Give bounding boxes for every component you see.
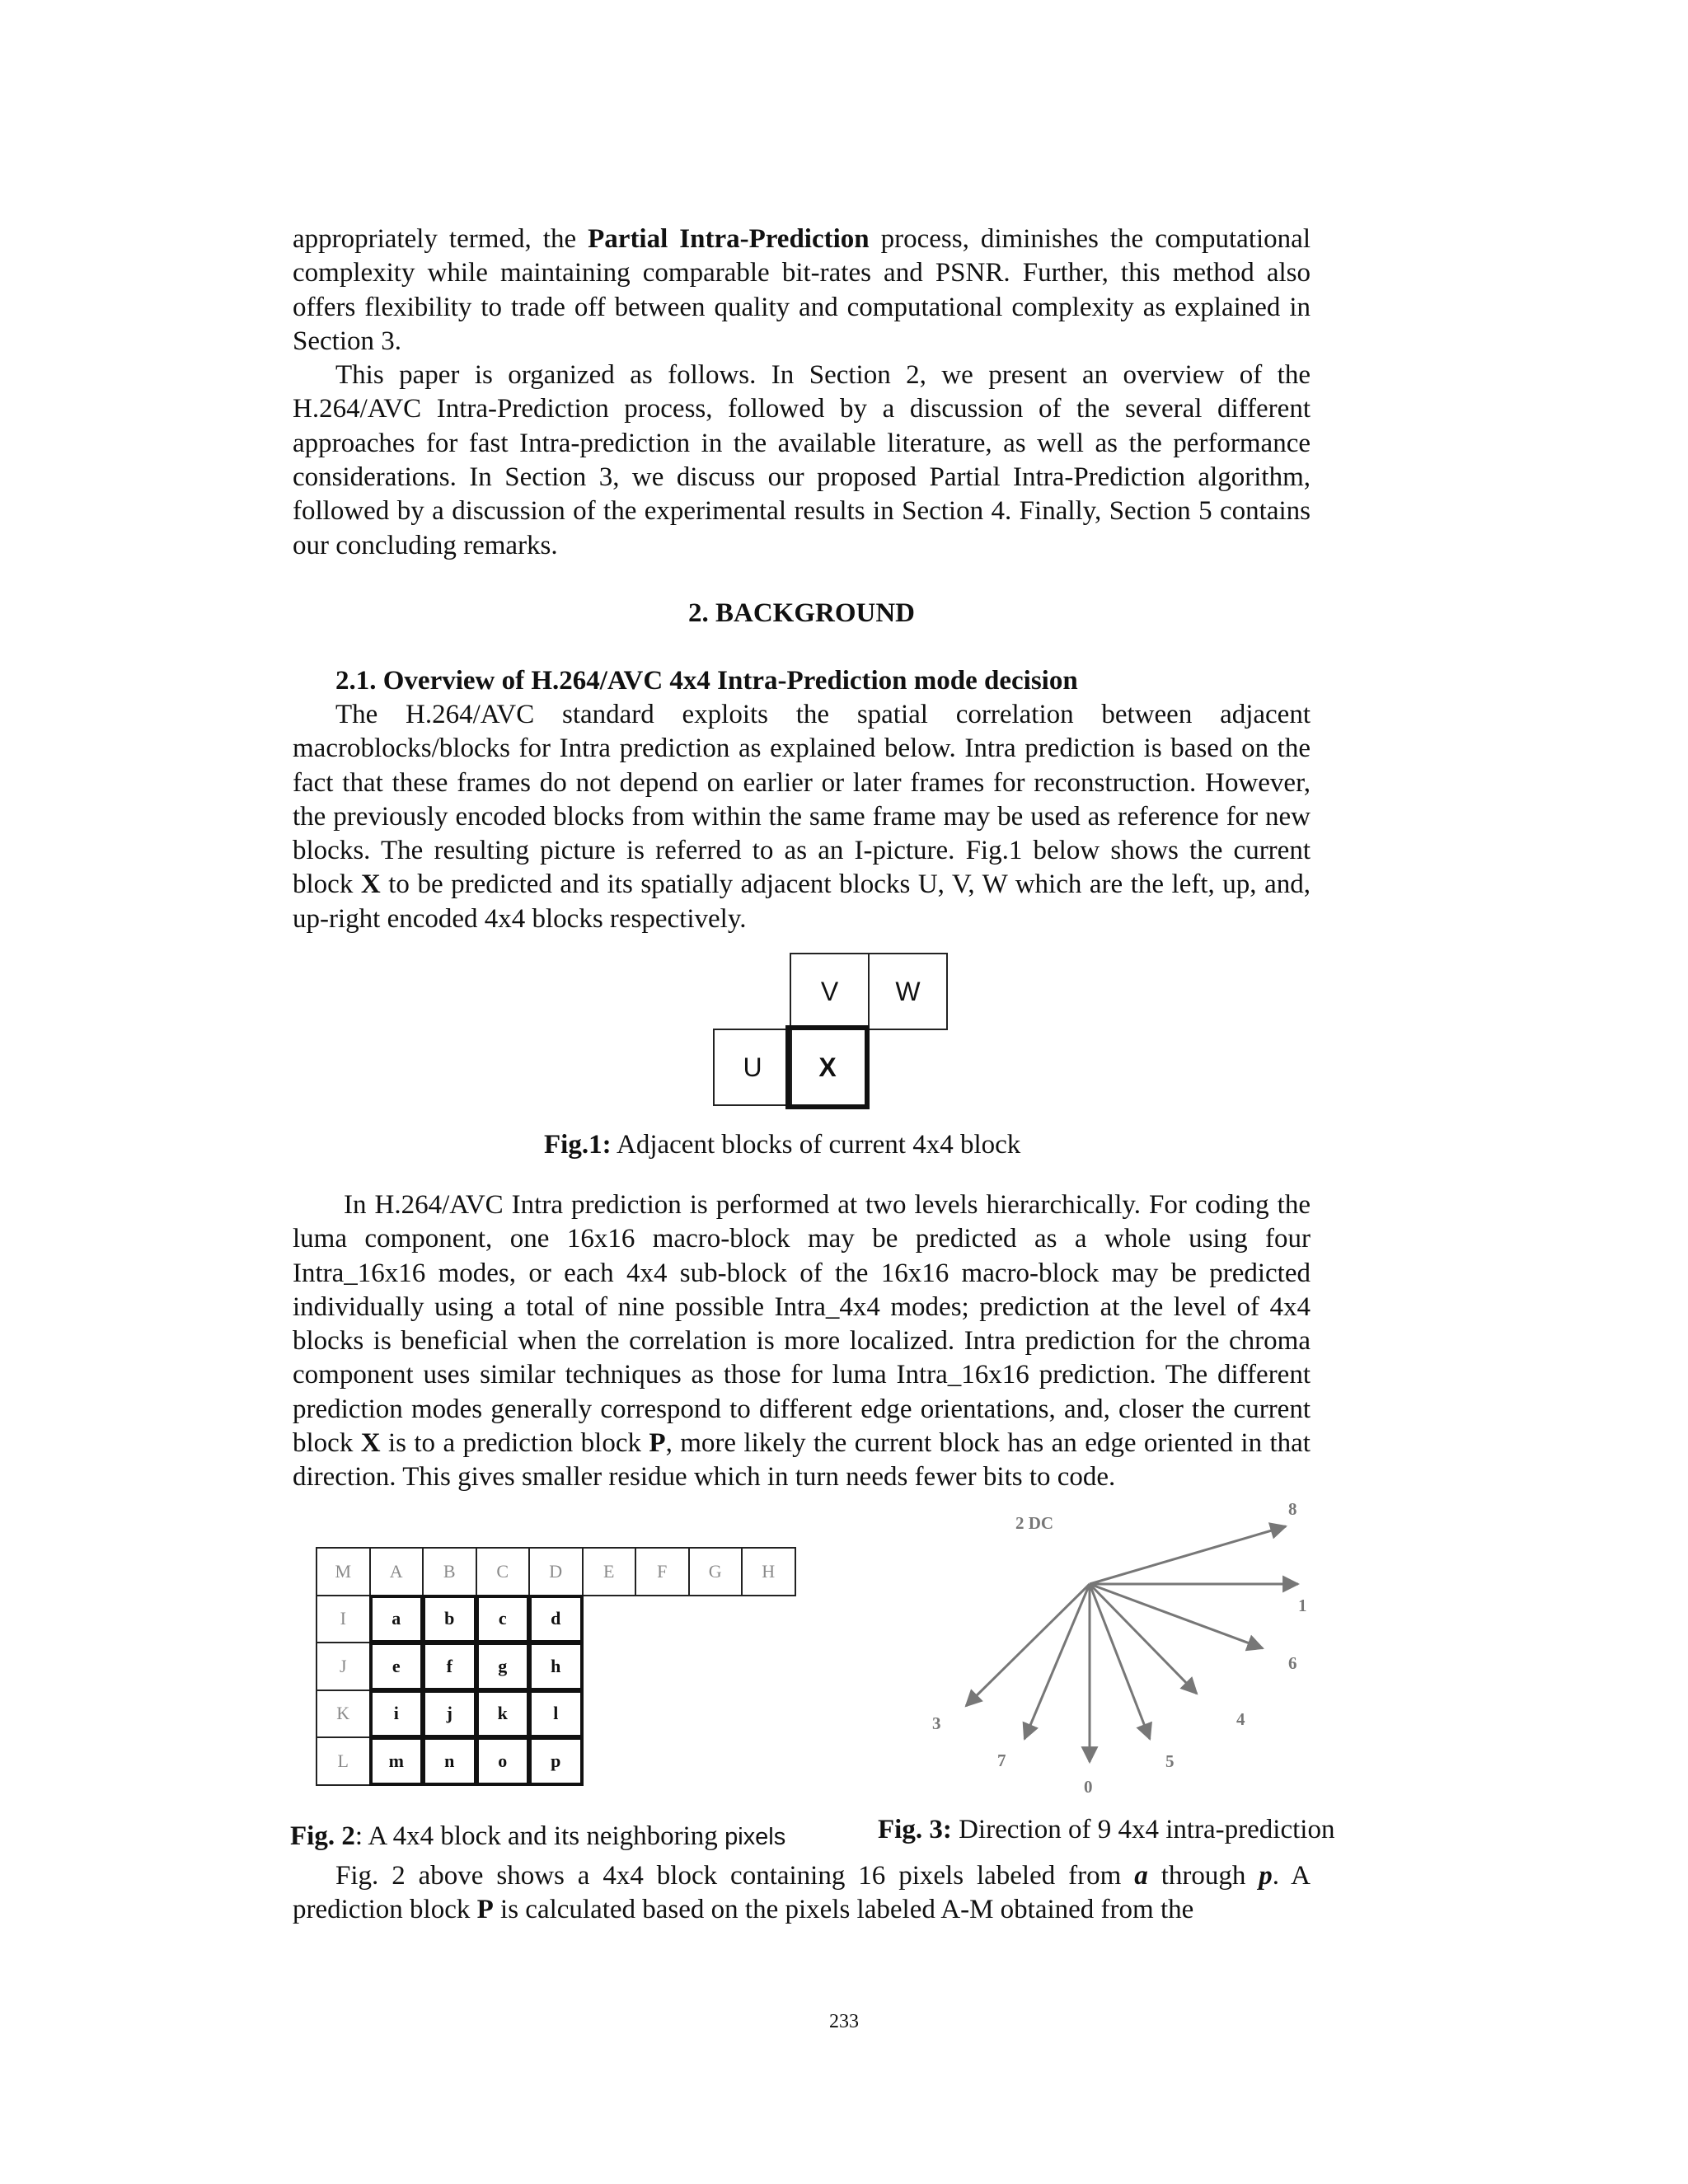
paragraph-prediction-levels: In H.264/AVC Intra prediction is performed at two levels hierarchically. For coding the luma component, one 16x16 macro-block may be predicted as a whole using four Intra_16x16 modes, or each 4x4 sub-block of the 16x16 macro-block may be predicted individually using a total of nine possible Intra_4x4 modes; prediction at the level of 4x4 blocks is beneficial when the correlation is more localized. Intra prediction for the chroma component uses similar techniques as those for luma Intra_16x16 prediction. The different prediction modes generally correspond to different edge orientations, and, closer the current block X is to a prediction block P, more likely the current block has an edge oriented in that direction. This gives smaller residue which in turn needs fewer bits to code. bbox=[293, 1190, 1311, 1493]
block-pixel-j: j bbox=[422, 1690, 477, 1739]
block-pixel-i: i bbox=[369, 1690, 424, 1739]
neighbor-pixel-i: I bbox=[316, 1595, 371, 1644]
intro-text-block bbox=[293, 223, 1311, 563]
figure-3-caption: Fig. 3: Direction of 9 4x4 intra-prediction bbox=[878, 1815, 1335, 1844]
neighbor-pixel-e: E bbox=[582, 1547, 637, 1596]
mode-5-arrow bbox=[1090, 1584, 1150, 1739]
block-pixel-d: d bbox=[528, 1595, 584, 1644]
paragraph-intro-continued: appropriately termed, the Partial Intra-Prediction process, diminishes the computational complexity while maintaining comparable bit-rates and PSNR. Further, this method also offers flexibility to trade off between quality and computational complexity as explained in Section 3. bbox=[293, 224, 1311, 356]
neighbor-pixel-g: G bbox=[688, 1547, 743, 1596]
prediction-levels-block bbox=[293, 1188, 1311, 1495]
mode-7-arrow bbox=[1025, 1584, 1090, 1739]
neighbor-pixel-k: K bbox=[316, 1690, 371, 1739]
mode-4-arrow bbox=[1090, 1584, 1197, 1694]
fig2-explanation-block bbox=[293, 1859, 1311, 1928]
neighbor-pixel-h: H bbox=[741, 1547, 796, 1596]
neighbor-pixel-b: B bbox=[422, 1547, 477, 1596]
block-pixel-l: l bbox=[528, 1690, 584, 1739]
neighbor-pixel-a: A bbox=[369, 1547, 424, 1596]
mode-8-label: 8 bbox=[1288, 1500, 1297, 1519]
block-pixel-e: e bbox=[369, 1642, 424, 1691]
mode-6-arrow bbox=[1090, 1584, 1263, 1648]
mode-4-label: 4 bbox=[1236, 1709, 1245, 1729]
mode-2-dc-label: 2 DC bbox=[1015, 1513, 1054, 1533]
subsection-heading: 2.1. Overview of H.264/AVC 4x4 Intra-Prediction mode decision bbox=[335, 666, 1078, 696]
section-heading: 2. BACKGROUND bbox=[687, 598, 915, 628]
block-v: V bbox=[790, 953, 870, 1030]
neighbor-pixel-f: F bbox=[635, 1547, 690, 1596]
block-pixel-o: o bbox=[476, 1736, 531, 1786]
block-x-current: X bbox=[785, 1025, 870, 1109]
block-w: W bbox=[868, 953, 948, 1030]
neighbor-pixel-c: C bbox=[476, 1547, 531, 1596]
mode-6-label: 6 bbox=[1288, 1653, 1297, 1673]
block-pixel-h: h bbox=[528, 1642, 584, 1691]
block-u: U bbox=[713, 1029, 792, 1106]
neighbor-pixel-l: L bbox=[316, 1736, 371, 1786]
block-pixel-c: c bbox=[476, 1595, 531, 1644]
figure-2-caption: Fig. 2: A 4x4 block and its neighboring pixels bbox=[290, 1821, 786, 1851]
figure-3-direction-diagram bbox=[898, 1500, 1343, 1813]
mode-8-arrow bbox=[1090, 1526, 1286, 1584]
mode-7-label: 7 bbox=[997, 1750, 1006, 1770]
mode-3-arrow bbox=[966, 1584, 1090, 1706]
block-pixel-k: k bbox=[476, 1690, 531, 1739]
page-number: 233 bbox=[829, 2011, 859, 2032]
subsection-block bbox=[293, 664, 1311, 936]
mode-3-label: 3 bbox=[932, 1713, 941, 1733]
neighbor-pixel-m: M bbox=[316, 1547, 371, 1596]
block-pixel-m: m bbox=[369, 1736, 424, 1786]
block-pixel-a: a bbox=[369, 1595, 424, 1644]
block-pixel-n: n bbox=[422, 1736, 477, 1786]
neighbor-pixel-j: J bbox=[316, 1642, 371, 1691]
term-partial-intra-prediction: Partial Intra-Prediction bbox=[588, 224, 870, 254]
block-pixel-g: g bbox=[476, 1642, 531, 1691]
mode-0-label: 0 bbox=[1084, 1777, 1093, 1797]
figure-1-caption: Fig.1: Adjacent blocks of current 4x4 block bbox=[544, 1130, 1021, 1160]
paragraph-fig2-explanation: Fig. 2 above shows a 4x4 block containing 16 pixels labeled from a through p. A prediction block P is calculated based on the pixels labeled A-M obtained from the bbox=[293, 1861, 1311, 1925]
paragraph-intra-overview: The H.264/AVC standard exploits the spatial correlation between adjacent macroblocks/blocks for Intra prediction as explained below. Intra prediction is based on the fact that these frames do not depend on earlier or later frames for reconstruction. However, the previously encoded blocks from within the same frame may be used as reference for new blocks. The resulting picture is referred to as an I-picture. Fig.1 below shows the current block X to be predicted and its spatially adjacent blocks U, V, W which are the left, up, and, up-right encoded 4x4 blocks respectively. bbox=[293, 700, 1311, 934]
mode-1-label: 1 bbox=[1298, 1596, 1307, 1615]
block-pixel-b: b bbox=[422, 1595, 477, 1644]
block-pixel-p: p bbox=[528, 1736, 584, 1786]
section-heading-block bbox=[293, 597, 1311, 630]
neighbor-pixel-d: D bbox=[528, 1547, 584, 1596]
mode-5-label: 5 bbox=[1165, 1751, 1175, 1771]
block-pixel-f: f bbox=[422, 1642, 477, 1691]
paragraph-organization: This paper is organized as follows. In Section 2, we present an overview of the H.264/AVC Intra-Prediction process, followed by a discussion of the several different approaches for fast Intra-prediction in the available literature, as well as the performance considerations. In Section 3, we discuss our proposed Partial Intra-Prediction algorithm, followed by a discussion of the experimental results in Section 4. Finally, Section 5 contains our concluding remarks. bbox=[293, 360, 1311, 560]
